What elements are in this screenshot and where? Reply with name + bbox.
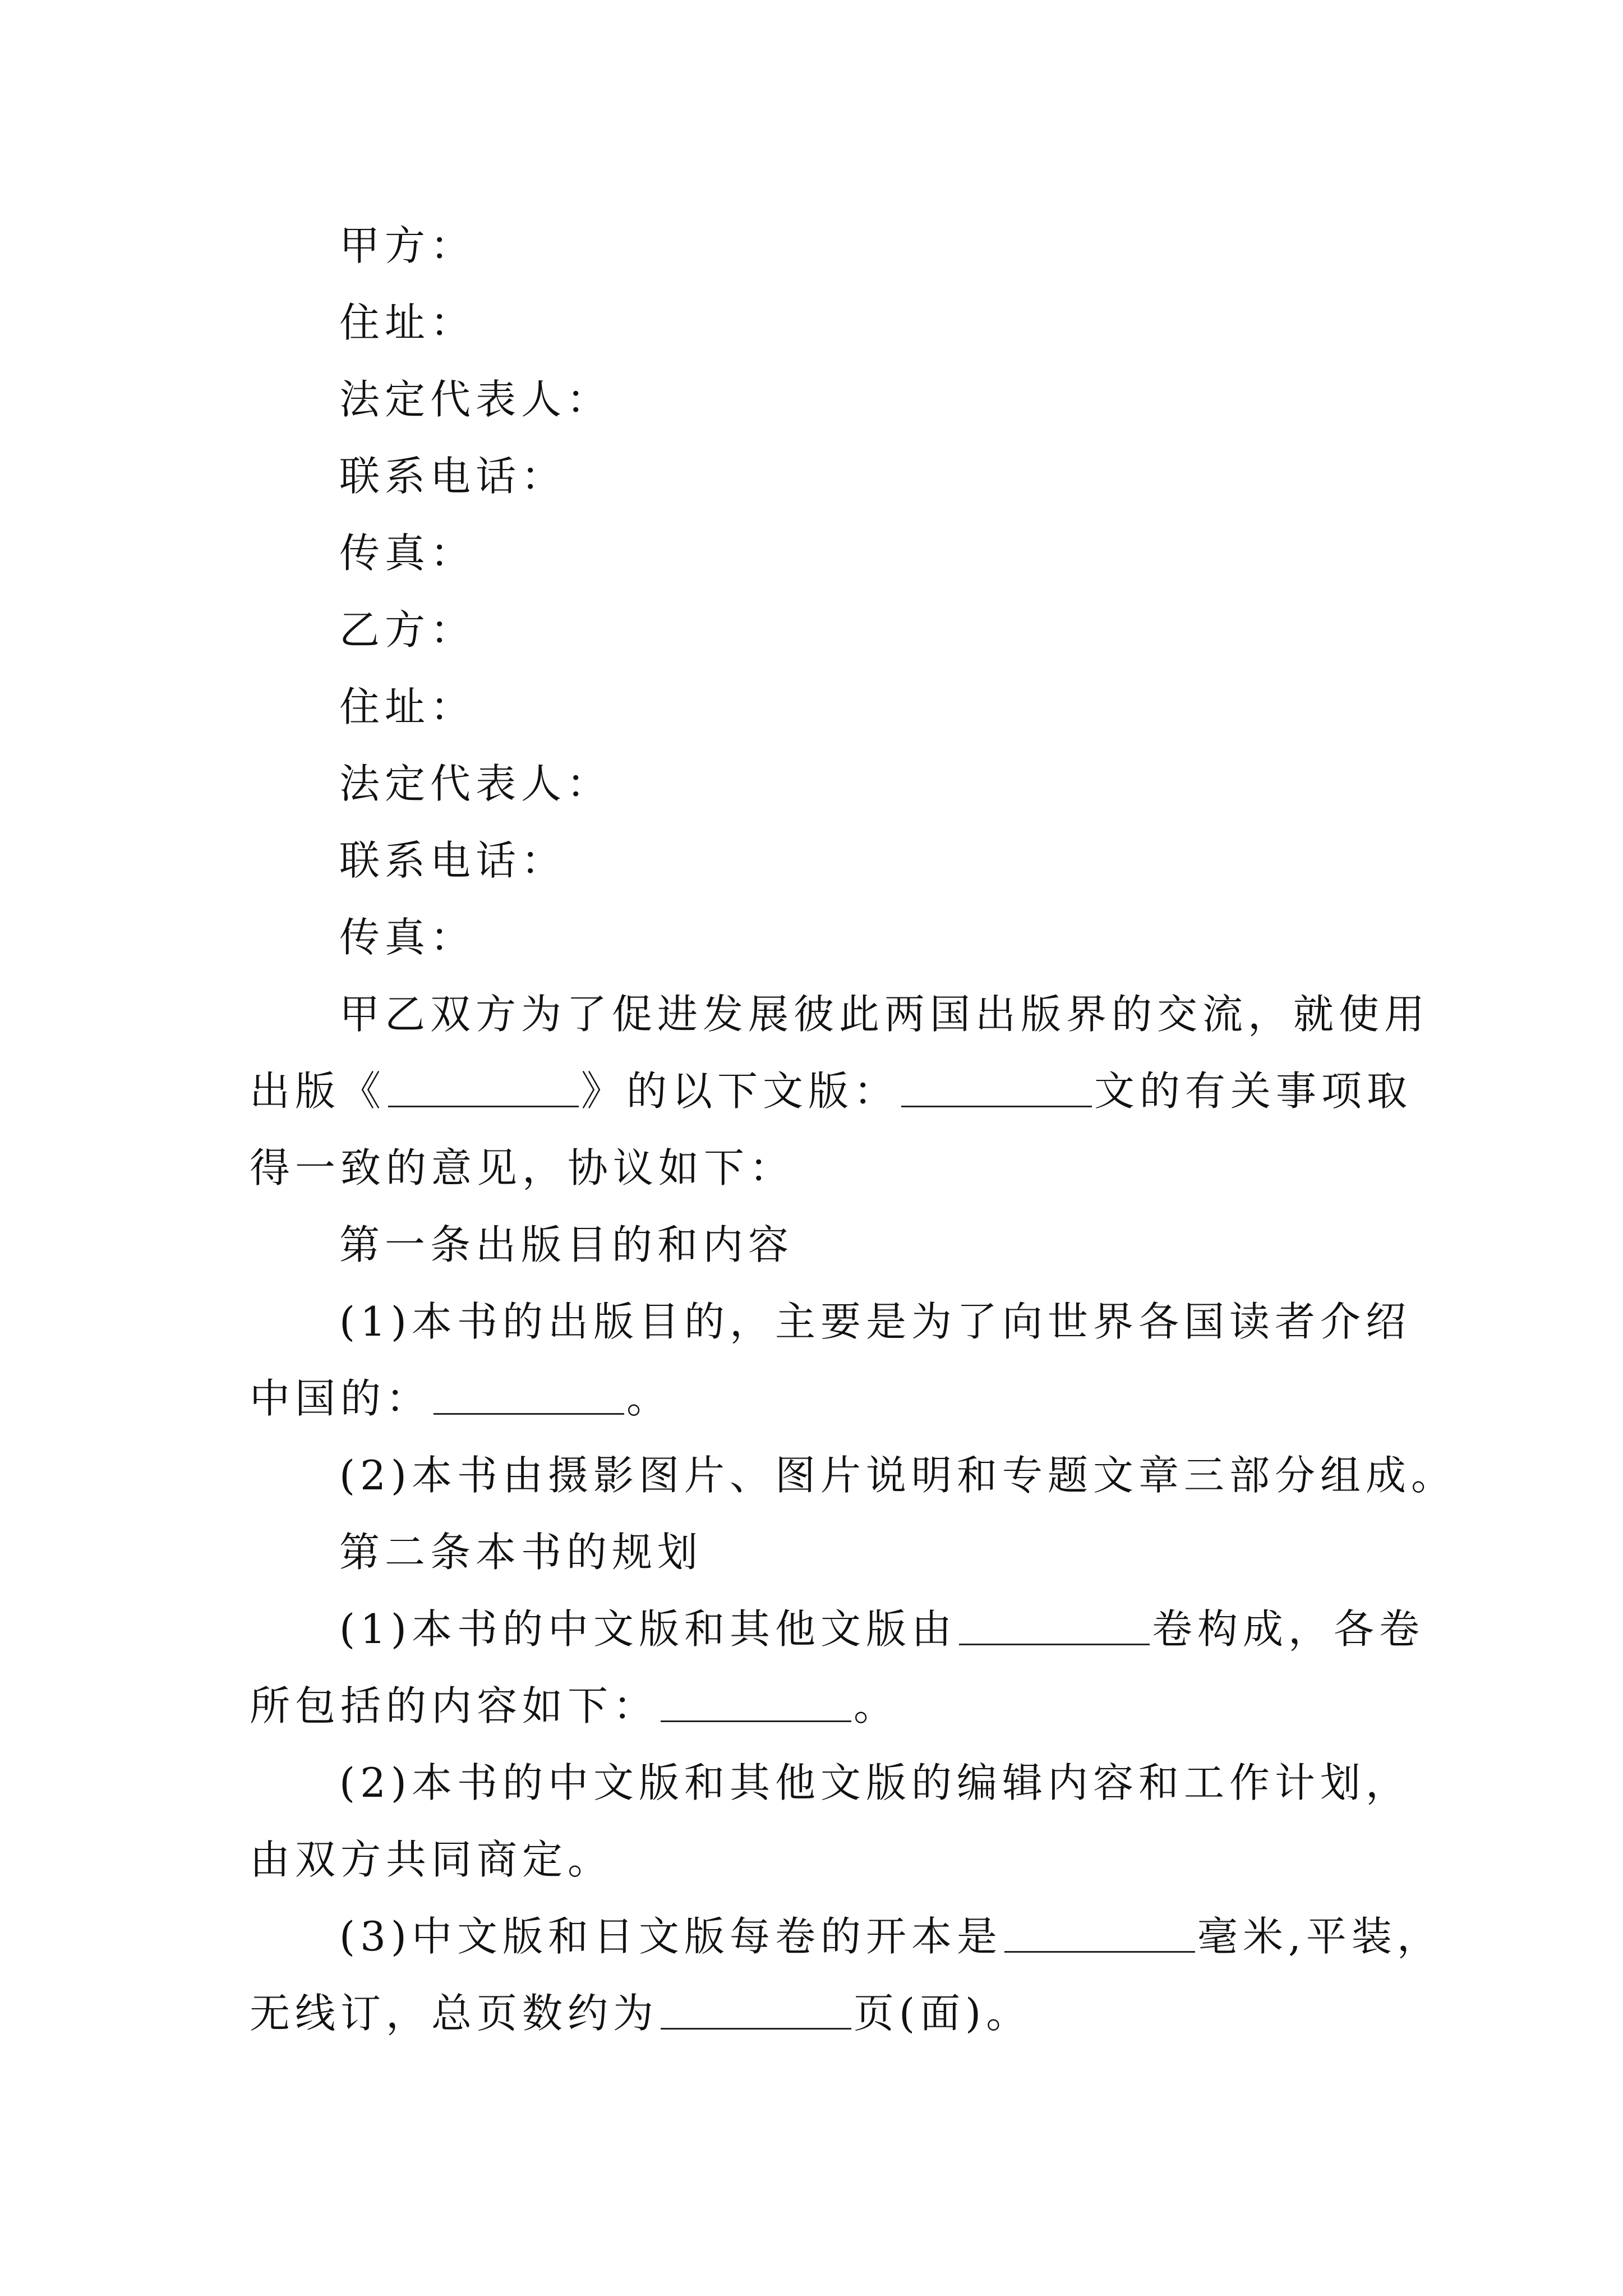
party-b-address: 住址：	[339, 683, 476, 730]
book-title-blank	[388, 1105, 579, 1107]
party-b-phone: 联系电话：	[339, 837, 567, 884]
preamble-text: 文的有关事项取	[1094, 1068, 1413, 1115]
article-1-item-2: (2)本书由摄影图片、图片说明和专题文章三部分组成。	[339, 1452, 1456, 1499]
preamble-text: 》的以下文版：	[581, 1068, 900, 1115]
party-a-phone: 联系电话：	[339, 453, 567, 500]
article-text: 卷构成，各卷	[1152, 1605, 1425, 1653]
article-2-title: 第二条本书的规划	[339, 1529, 703, 1576]
article-text: 所包括的内容如下：	[250, 1682, 659, 1729]
party-b-legal-rep: 法定代表人：	[339, 760, 612, 807]
article-text: 毫米,平装，	[1197, 1913, 1442, 1960]
format-size-blank	[1004, 1950, 1195, 1953]
article-1-item-1-line-2	[250, 1360, 1427, 1437]
party-a-fax: 传真：	[339, 530, 476, 577]
party-b-fax: 传真：	[339, 914, 476, 961]
article-text: 。	[626, 1375, 672, 1422]
article-text: 中国的：	[250, 1375, 432, 1422]
language-blank	[901, 1105, 1092, 1107]
article-text: 。	[854, 1682, 900, 1729]
page-count-blank	[661, 2027, 851, 2030]
article-2-item-3-line-1	[250, 1898, 1442, 1975]
article-2-item-2-line-2: 由双方共同商定。	[250, 1836, 614, 1883]
party-a-address: 住址：	[339, 299, 476, 346]
article-text: (3)中文版和日文版每卷的开本是	[339, 1913, 1002, 1960]
article-text: (1)本书的中文版和其他文版由	[339, 1605, 957, 1653]
preamble-text: 出版《	[250, 1068, 386, 1115]
article-1-item-1-line-1: (1)本书的出版目的，主要是为了向世界各国读者介绍	[339, 1298, 1411, 1345]
party-a-legal-rep: 法定代表人：	[339, 376, 612, 423]
article-text: 页(面)。	[854, 1990, 1032, 2037]
article-2-item-2-line-1: (2)本书的中文版和其他文版的编辑内容和工作计划，	[339, 1759, 1411, 1806]
purpose-blank	[434, 1412, 624, 1415]
preamble-line-1: 甲乙双方为了促进发展彼此两国出版界的交流，就使用	[339, 991, 1430, 1038]
party-b-label: 乙方：	[339, 606, 476, 654]
preamble-line-3: 得一致的意见，协议如下：	[250, 1144, 795, 1191]
article-2-item-1-line-2	[250, 1668, 1427, 1745]
preamble-line-2	[250, 1053, 1427, 1130]
volume-contents-blank	[661, 1720, 851, 1722]
contract-body	[250, 208, 1456, 2052]
article-2-item-1-line-1	[250, 1591, 1427, 1668]
article-text: 无线订，总页数约为	[250, 1990, 659, 2037]
party-a-label: 甲方：	[339, 222, 476, 269]
volume-count-blank	[959, 1643, 1150, 1645]
article-1-title: 第一条出版目的和内容	[339, 1221, 794, 1268]
article-2-item-3-line-2	[250, 1975, 1427, 2052]
